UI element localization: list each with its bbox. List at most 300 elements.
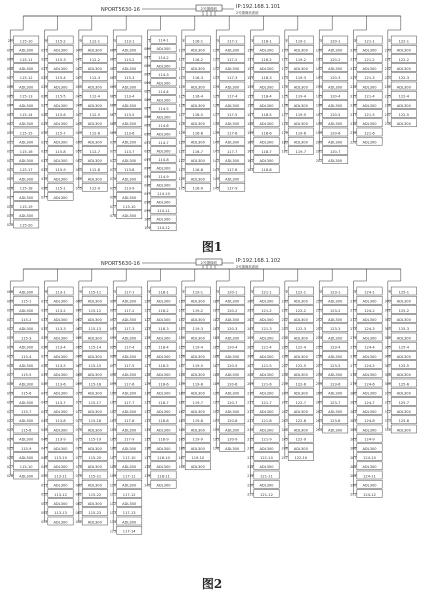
address-label: 187	[212, 363, 219, 368]
address-label: 122	[144, 317, 151, 322]
circuit-label: 114-11	[157, 209, 170, 214]
address-label: 087	[144, 106, 151, 111]
address-label: 283	[350, 419, 357, 423]
circuit-label: 115-9	[55, 168, 66, 173]
address-label: 038	[41, 363, 48, 368]
address-label: 116	[178, 103, 185, 108]
meter-label: ADL300	[19, 290, 34, 295]
circuit-label: 113-9	[55, 437, 66, 442]
meter-label: ADL300	[259, 85, 274, 90]
circuit-label: 117-5	[123, 364, 135, 368]
circuit-label: 122-4	[295, 345, 307, 350]
circuit-label: 115-19	[19, 205, 33, 209]
circuit-label: 118-3	[261, 76, 272, 81]
meter-label: ADL300	[259, 299, 274, 304]
meter-label: ADL300	[19, 456, 34, 460]
meter-label: ADL300	[259, 354, 274, 359]
meter-label: ADL300	[53, 410, 68, 414]
meter-label: ADL300	[156, 217, 171, 222]
circuit-label: 121-2	[261, 308, 272, 313]
circuit-label: 113-11	[54, 474, 67, 479]
circuit-label: 116-6	[192, 131, 204, 136]
address-label: 259	[315, 382, 322, 387]
address-label: 016	[6, 363, 13, 368]
circuit-label: 115-2	[20, 318, 32, 322]
circuit-label: 118-2	[158, 308, 169, 313]
address-label: 015	[6, 177, 13, 182]
address-label: 188	[212, 373, 219, 377]
address-label: 309	[384, 382, 391, 387]
meter-label: ADL300	[190, 318, 205, 322]
address-label: 219	[350, 131, 357, 136]
address-label: 079	[75, 474, 82, 479]
circuit-label: 119-10	[191, 456, 205, 460]
circuit-label: 115-20	[88, 456, 102, 460]
address-label: 1	[216, 39, 219, 44]
meter-label: ADL300	[225, 85, 240, 90]
address-label: 141	[212, 149, 219, 154]
circuit-label: 115-11	[19, 57, 33, 62]
address-label: 118	[178, 122, 185, 126]
meter-label: ADL300	[122, 214, 137, 219]
address-label: 027	[41, 103, 48, 108]
address-label: 097	[144, 191, 151, 196]
address-label: 157	[178, 363, 185, 368]
address-label: 198	[315, 122, 322, 126]
address-label: 211	[350, 57, 357, 62]
address-label: 193	[212, 419, 219, 423]
circuit-label: 118-1	[158, 290, 169, 295]
circuit-label: 119-5	[295, 113, 307, 117]
address-label: 069	[109, 131, 116, 136]
meter-label: ADL300	[156, 200, 171, 205]
meter-label: ADL300	[328, 354, 343, 359]
meter-label: ADL300	[87, 159, 102, 163]
circuit-label: 117-11	[122, 474, 136, 479]
meter-label: ADL300	[190, 85, 205, 90]
circuit-label: 121-6	[261, 382, 272, 387]
meter-label: ADL300	[396, 67, 411, 71]
meter-label: ADL300	[19, 48, 34, 53]
address-label: 036	[41, 186, 48, 191]
circuit-label: 113-3	[123, 76, 135, 81]
address-label: 1	[182, 290, 185, 295]
address-label: 090	[109, 299, 116, 304]
circuit-label: 115-22	[88, 492, 102, 497]
circuit-label: 117-7	[123, 400, 135, 405]
meter-label: ADL300	[362, 465, 377, 470]
figure-1-diagram	[0, 0, 424, 247]
address-label: 134	[212, 85, 219, 90]
device-label: NPORT5630-16	[100, 7, 140, 13]
meter-label: ADL300	[122, 391, 137, 396]
address-label: 158	[247, 122, 254, 126]
address-label: 192	[212, 409, 219, 414]
circuit-label: 117-3	[226, 76, 238, 81]
circuit-label: 118-6	[158, 382, 169, 387]
circuit-label: 122-1	[398, 39, 410, 44]
circuit-label: 117-10	[122, 456, 136, 460]
circuit-label: 122-6	[295, 382, 307, 387]
circuit-label: 118-11	[157, 474, 170, 479]
address-label: 289	[350, 474, 357, 479]
address-label: 026	[41, 94, 48, 99]
meter-label: ADL300	[362, 140, 377, 145]
circuit-label: 117-4	[226, 94, 238, 99]
address-label: 212	[350, 66, 357, 71]
meter-label: ADL300	[225, 177, 240, 182]
meter-label: ADL300	[293, 410, 308, 414]
meter-label: ADL300	[328, 122, 343, 127]
circuit-label: 122-9	[295, 437, 307, 442]
address-label: 065	[109, 94, 116, 99]
meter-label: ADL300	[362, 446, 377, 451]
meter-label: ADL300	[87, 67, 102, 71]
address-label: 002	[6, 122, 13, 126]
address-label: 0	[79, 290, 82, 295]
address-label: 110	[109, 483, 116, 488]
meter-label: ADL300	[190, 48, 205, 53]
address-label: 210	[350, 48, 357, 53]
meter-label: ADL300	[156, 483, 171, 488]
meter-label: ADL300	[293, 336, 308, 341]
address-label: 043	[75, 76, 82, 80]
address-label: 236	[384, 103, 391, 108]
address-label: 060	[109, 48, 116, 53]
address-label: 120	[144, 299, 151, 304]
circuit-label: 121-10	[260, 456, 273, 460]
circuit-label: 123-7	[329, 400, 341, 405]
address-label: 162	[178, 409, 185, 414]
address-label: 257	[315, 363, 322, 368]
address-label: 216	[350, 103, 357, 108]
meter-label: ADL300	[259, 373, 274, 378]
subtitle-label: 2号摄像机系统	[236, 11, 259, 15]
circuit-label: 115-8	[20, 428, 32, 433]
circuit-label: 115-5	[55, 94, 66, 99]
circuit-label: 113-7	[55, 400, 66, 405]
address-label: 205	[247, 345, 254, 350]
meter-label: ADL300	[225, 428, 240, 433]
circuit-label: 118-8	[158, 419, 169, 424]
address-label: 001	[6, 131, 13, 136]
circuit-label: 125-8	[398, 419, 410, 424]
address-label: 115	[109, 529, 116, 534]
meter-label: ADL300	[328, 48, 343, 53]
meter-label: ADL300	[19, 382, 34, 387]
meter-label: ADL300	[190, 122, 205, 127]
meter-label: ADL300	[122, 318, 137, 322]
address-label: 250	[315, 299, 322, 304]
address-label: 231	[281, 308, 288, 313]
meter-label: ADL300	[190, 299, 205, 304]
address-label: 167	[178, 455, 185, 460]
circuit-label: 124-5	[364, 364, 375, 368]
meter-label: ADL300	[396, 336, 411, 341]
circuit-label: 116-2	[192, 57, 204, 62]
circuit-label: 114-9	[158, 175, 169, 180]
address-label: 166	[178, 446, 185, 451]
address-label: 004	[6, 103, 13, 108]
circuit-label: 124-6	[364, 382, 375, 387]
address-label: 151	[178, 308, 185, 313]
circuit-label: 121-3	[261, 327, 272, 332]
address-label: 095	[109, 345, 116, 350]
circuit-label: 124-12	[363, 492, 376, 497]
meter-label: ADL300	[259, 48, 274, 53]
circuit-label: 115-13	[88, 327, 102, 332]
address-label: 282	[350, 409, 357, 414]
meter-label: ADL300	[19, 474, 34, 479]
meter-label: ADL300	[396, 85, 411, 90]
circuit-label: 113-4	[55, 345, 66, 350]
circuit-label: 119-7	[295, 149, 307, 154]
circuit-label: 115-23	[88, 511, 102, 516]
circuit-label: 122-2	[398, 57, 410, 62]
circuit-label: 114-12	[157, 226, 170, 231]
meter-label: ADL300	[19, 419, 34, 424]
circuit-label: 117-1	[226, 39, 238, 44]
address-label: 048	[75, 122, 82, 126]
meter-label: ADL300	[328, 373, 343, 378]
circuit-label: 125-6	[398, 382, 410, 387]
address-label: 1	[148, 290, 151, 295]
address-label: 060	[75, 299, 82, 304]
address-label: 072	[109, 158, 116, 163]
address-label: 021	[41, 48, 48, 53]
address-label: 273	[350, 327, 357, 331]
circuit-label: 118-7	[158, 400, 169, 405]
circuit-label: 119-6	[192, 382, 204, 387]
circuit-label: 113-7	[123, 149, 135, 154]
meter-label: ADL300	[328, 299, 343, 304]
meter-label: ADL300	[362, 103, 377, 108]
address-label: 274	[350, 336, 357, 341]
address-label: 124	[144, 336, 151, 341]
address-label: 202	[247, 317, 254, 322]
circuit-label: 123-8	[329, 419, 341, 424]
address-label: 150	[247, 48, 254, 53]
address-label: 221	[247, 492, 254, 497]
address-label: 009	[6, 57, 13, 62]
address-label: 062	[75, 317, 82, 322]
address-label: 013	[6, 158, 13, 163]
circuit-label: 115-13	[19, 94, 33, 99]
address-label: 140	[144, 483, 151, 488]
address-label: 006	[6, 85, 13, 90]
meter-label: ADL300	[259, 465, 274, 470]
address-label: 113	[109, 511, 116, 515]
address-label: 074	[109, 177, 116, 182]
address-label: 215	[247, 437, 254, 442]
meter-label: ADL300	[259, 446, 274, 451]
circuit-label: 116-7	[192, 149, 204, 154]
address-label: 075	[109, 186, 116, 191]
circuit-label: 120-6	[329, 131, 341, 136]
meter-label: ADL300	[87, 502, 102, 506]
address-label: 176	[281, 103, 288, 108]
address-label: 217	[350, 112, 357, 117]
meter-label: ADL300	[225, 67, 240, 71]
address-label: 280	[350, 391, 357, 396]
circuit-label: 121-12	[260, 492, 273, 497]
address-label: 135	[144, 437, 151, 442]
circuit-label: 122-2	[295, 308, 307, 313]
meter-label: ADL300	[19, 308, 34, 313]
circuit-label: 112-3	[89, 76, 101, 81]
circuit-label: 113-10	[54, 456, 67, 460]
address-label: 010	[6, 308, 13, 313]
address-label: 126	[144, 354, 151, 359]
address-label: 034	[41, 327, 48, 331]
meter-label: ADL300	[259, 336, 274, 341]
meter-label: ADL300	[87, 299, 102, 304]
circuit-label: 115-15	[88, 364, 102, 368]
address-label: 158	[178, 373, 185, 377]
circuit-label: 123-2	[329, 308, 341, 313]
meter-label: ADL300	[362, 373, 377, 378]
meter-label: ADL300	[293, 122, 308, 127]
address-label: 174	[281, 85, 288, 90]
circuit-label: 120-2	[329, 57, 341, 62]
circuit-label: 113-8	[55, 419, 66, 424]
address-label: 117	[178, 112, 185, 117]
circuit-label: 125-5	[398, 364, 410, 368]
circuit-label: 113-6	[123, 131, 135, 136]
address-label: 040	[75, 48, 82, 53]
circuit-label: 115-12	[19, 76, 33, 81]
address-label: 199	[315, 131, 322, 136]
address-label: 025	[6, 446, 13, 451]
meter-label: ADL300	[122, 67, 137, 71]
meter-label: ADL300	[225, 410, 240, 414]
address-label: 211	[247, 400, 254, 405]
address-label: 102	[109, 409, 116, 414]
meter-label: ADL300	[362, 299, 377, 304]
meter-label: ADL300	[225, 391, 240, 396]
address-label: 093	[109, 327, 116, 331]
circuit-label: 121-1	[261, 290, 272, 295]
address-label: 313	[384, 419, 391, 423]
circuit-label: 118-5	[261, 113, 272, 117]
circuit-label: 119-2	[295, 57, 307, 62]
meter-label: ADL300	[156, 81, 171, 86]
address-label: 063	[75, 327, 82, 331]
circuit-label: 115-20	[19, 223, 33, 228]
meter-label: ADL300	[362, 483, 377, 488]
address-label: 312	[384, 409, 391, 414]
address-label: 138	[212, 122, 219, 126]
circuit-label: 113-13	[54, 511, 67, 516]
meter-label: ADL300	[190, 103, 205, 108]
circuit-label: 124-7	[364, 400, 375, 405]
meter-label: ADL300	[362, 48, 377, 53]
address-label: 064	[109, 85, 116, 90]
circuit-label: 115-19	[88, 437, 102, 442]
address-label: 121	[144, 308, 151, 313]
meter-label: ADL300	[259, 67, 274, 71]
meter-label: ADL300	[87, 336, 102, 341]
address-label: 073	[75, 419, 82, 423]
circuit-label: 115-21	[88, 474, 102, 479]
meter-label: ADL300	[87, 85, 102, 90]
circuit-label: 115-11	[88, 290, 102, 295]
address-label: 306	[384, 354, 391, 359]
address-label: 185	[212, 345, 219, 350]
meter-label: ADL300	[225, 122, 240, 127]
meter-label: ADL300	[19, 67, 34, 71]
address-label: 031	[41, 140, 48, 145]
circuit-label: 113-12	[54, 492, 67, 497]
meter-label: ADL300	[259, 318, 274, 322]
address-label: 156	[178, 354, 185, 359]
meter-label: ADL300	[87, 520, 102, 525]
address-label: 234	[281, 336, 288, 341]
address-label: 220	[247, 483, 254, 488]
address-label: 181	[212, 308, 219, 313]
address-label: 135	[212, 94, 219, 99]
circuit-label: 119-9	[192, 437, 204, 442]
address-label: 261	[315, 400, 322, 405]
address-label: 084	[75, 520, 82, 525]
address-label: 218	[350, 122, 357, 126]
address-label: 202	[315, 158, 322, 163]
meter-label: ADL300	[156, 446, 171, 451]
address-label: 045	[41, 428, 48, 433]
meter-label: ADL300	[53, 159, 68, 163]
meter-label: ADL300	[396, 373, 411, 378]
meter-label: ADL300	[156, 391, 171, 396]
address-label: 179	[281, 131, 288, 136]
meter-label: ADL300	[225, 159, 240, 163]
address-label: 0	[45, 290, 48, 295]
address-label: 308	[384, 373, 391, 377]
meter-label: ADL300	[156, 64, 171, 69]
meter-label: ADL300	[293, 103, 308, 108]
circuit-label: 115-7	[55, 131, 66, 136]
meter-label: ADL300	[87, 354, 102, 359]
meter-label: ADL300	[19, 327, 34, 332]
address-label: 017	[6, 195, 13, 200]
meter-label: ADL300	[53, 465, 68, 470]
circuit-label: 121-9	[261, 437, 272, 442]
address-label: 181	[281, 149, 288, 154]
address-label: 081	[144, 55, 151, 60]
meter-label: ADL300	[225, 103, 240, 108]
address-label: 303	[384, 327, 391, 331]
circuit-label: 117-8	[226, 168, 238, 173]
address-label: 2	[388, 39, 391, 44]
address-label: 042	[41, 400, 48, 405]
address-label: 256	[315, 354, 322, 359]
circuit-label: 120-2	[226, 308, 238, 313]
circuit-label: 116-9	[192, 186, 204, 191]
address-label: 033	[41, 317, 48, 322]
circuit-label: 115-4	[55, 76, 66, 81]
address-label: 236	[281, 354, 288, 359]
address-label: 230	[281, 299, 288, 304]
address-label: 096	[144, 183, 151, 188]
address-label: 284	[350, 428, 357, 433]
address-label: 291	[350, 492, 357, 497]
meter-label: ADL300	[87, 48, 102, 53]
meter-label: ADL300	[293, 428, 308, 433]
meter-label: ADL300	[259, 140, 274, 145]
address-label: 044	[41, 419, 48, 423]
address-label: 071	[75, 400, 82, 405]
address-label: 076	[109, 195, 116, 200]
meter-label: ADL300	[122, 103, 137, 108]
